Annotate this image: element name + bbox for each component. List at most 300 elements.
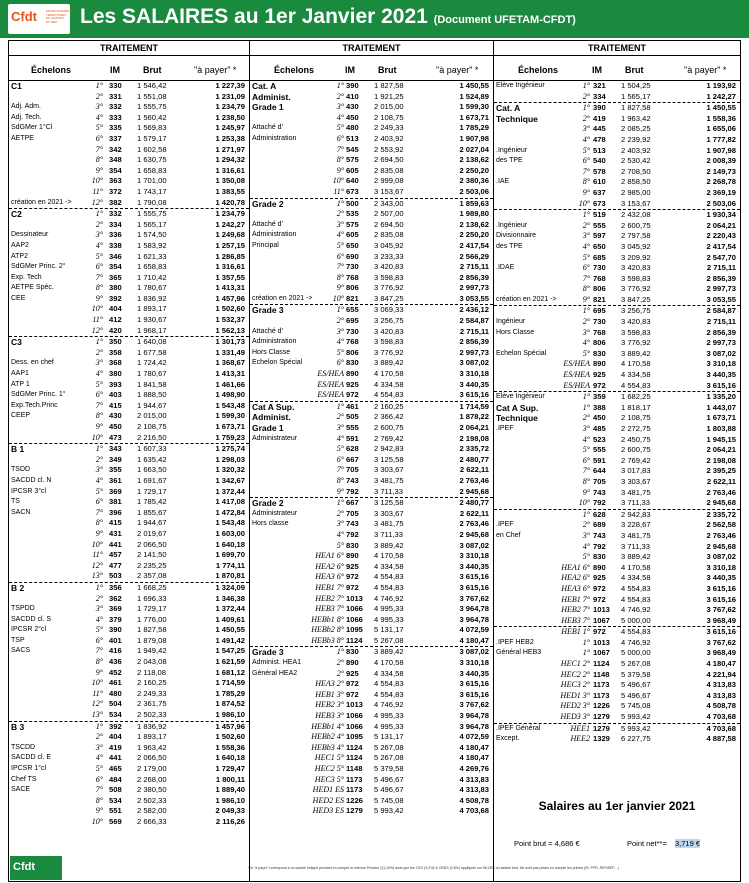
row-label: IPCSR 2°cl — [11, 626, 47, 634]
row-label: Attaché d' — [252, 220, 283, 228]
row-echelon: ES/HEA — [317, 390, 344, 400]
row-payer: 3 310,18 — [706, 562, 736, 572]
row-echelon: 10° — [91, 539, 103, 549]
row-im: 640 — [346, 176, 359, 186]
row-echelon: 1° — [95, 81, 103, 90]
row-brut: 1 574,50 — [137, 230, 167, 240]
row-echelon: 1° — [336, 647, 344, 657]
row-payer: 2 064,21 — [706, 445, 736, 455]
row-brut: 1 893,17 — [137, 732, 167, 742]
row-brut: 2 432,08 — [621, 210, 651, 220]
row-im: 792 — [593, 498, 606, 508]
table-column-2 — [250, 41, 494, 881]
row-echelon: 7° — [95, 144, 103, 154]
table-row — [250, 604, 493, 615]
row-echelon: 5° — [95, 764, 103, 773]
row-payer: 1 547,25 — [215, 646, 245, 656]
row-echelon: 3° — [336, 219, 344, 229]
row-im: 381 — [109, 497, 122, 507]
row-im: 1013 — [346, 593, 363, 603]
row-brut: 2 985,00 — [621, 187, 651, 197]
row-label: Adj. Adm. — [11, 103, 41, 111]
table-row — [9, 380, 249, 391]
row-im: 415 — [109, 400, 122, 410]
table-row — [250, 753, 493, 764]
row-echelon: 7° — [336, 465, 344, 475]
table-row — [9, 817, 249, 828]
row-brut: 5 267,08 — [621, 659, 651, 669]
table-row — [494, 466, 740, 477]
table-column-1 — [9, 41, 250, 881]
row-payer: 1 874,52 — [215, 699, 245, 709]
table-row — [9, 134, 249, 145]
row-im: 1124 — [346, 635, 363, 645]
row-echelon: 12° — [91, 699, 103, 709]
row-brut: 1 551,08 — [137, 91, 167, 101]
row-payer: 1 491,42 — [215, 635, 245, 645]
row-echelon: 2° — [95, 219, 103, 229]
row-payer: 1 532,37 — [215, 315, 245, 325]
row-payer: 1 413,31 — [215, 283, 245, 293]
row-payer: 1 372,44 — [215, 486, 245, 496]
row-brut: 2 530,42 — [621, 156, 651, 166]
row-echelon: 6° — [95, 262, 103, 272]
row-brut: 1 635,42 — [137, 454, 167, 464]
row-label: Echelon Spécial — [252, 359, 303, 367]
table-row — [250, 498, 493, 509]
row-echelon: 1° — [582, 637, 590, 647]
cfdt-logo — [8, 4, 73, 34]
row-brut: 1 682,25 — [621, 392, 651, 402]
row-brut: 2 235,25 — [137, 560, 167, 570]
header-brut: Brut — [143, 65, 162, 75]
row-payer: 1 889,40 — [215, 785, 245, 795]
table-row — [250, 572, 493, 583]
table-row — [9, 561, 249, 572]
row-brut: 4 334,58 — [374, 379, 404, 389]
row-im: 388 — [593, 402, 606, 412]
row-payer: 2 763,46 — [706, 487, 736, 497]
table-row — [9, 80, 249, 92]
row-echelon: 3° — [582, 424, 590, 433]
row-payer: 2 715,11 — [459, 326, 489, 336]
table-row — [9, 241, 249, 252]
row-payer: 1 320,32 — [215, 465, 245, 475]
row-payer: 3 615,16 — [706, 594, 736, 604]
row-im: 390 — [593, 103, 606, 113]
table-row — [9, 625, 249, 636]
row-echelon: ES/HEA — [563, 370, 590, 380]
row-brut: 1 701,00 — [137, 176, 167, 186]
table-row — [9, 487, 249, 498]
row-brut: 3 711,33 — [374, 529, 403, 539]
table-row — [9, 198, 249, 210]
row-im: 534 — [109, 710, 122, 720]
table-row — [9, 540, 249, 551]
row-echelon: 2° — [336, 316, 344, 326]
row-payer: 2 380,36 — [459, 176, 489, 186]
table-row — [250, 562, 493, 573]
row-payer: 3 087,02 — [706, 348, 736, 358]
row-brut: 3 069,33 — [374, 305, 404, 315]
row-brut: 4 746,92 — [374, 700, 404, 710]
row-brut: 2 502,33 — [137, 795, 167, 805]
row-echelon: 2° — [582, 317, 590, 327]
table-row — [9, 594, 249, 605]
row-echelon: 1° — [582, 210, 590, 220]
row-echelon: 2° — [336, 508, 344, 518]
row-echelon: 6° — [336, 454, 344, 464]
row-label: SACDD cl. N — [11, 476, 52, 484]
row-payer: 1 714,59 — [215, 678, 245, 688]
row-payer: 1 498,90 — [215, 390, 245, 400]
row-im: 1124 — [593, 659, 610, 669]
row-brut: 3 017,83 — [621, 466, 651, 476]
row-brut: 2 502,33 — [137, 710, 167, 720]
row-echelon: 6° — [95, 774, 103, 784]
row-im: 743 — [346, 475, 359, 485]
row-echelon: 2° — [582, 220, 590, 230]
row-im: 362 — [109, 593, 122, 603]
row-payer: 3 440,35 — [706, 573, 736, 583]
row-label: .IPEF HEB2 — [496, 638, 534, 646]
row-echelon: 3° — [95, 358, 103, 368]
row-brut: 3 125,58 — [374, 454, 404, 464]
row-label: Administration — [252, 338, 297, 346]
row-payer: 1 238,50 — [215, 112, 245, 122]
row-echelon: HEBb2 4° — [311, 732, 344, 742]
table-row — [494, 691, 740, 702]
row-label: .Ingénieur — [496, 146, 528, 154]
row-im: 972 — [593, 627, 606, 637]
row-brut: 2 553,92 — [374, 144, 404, 154]
table-row — [494, 477, 740, 488]
row-im: 350 — [109, 337, 122, 347]
row-label: Grade 3 — [252, 305, 284, 316]
row-brut: 2 999,08 — [374, 176, 404, 186]
row-im: 484 — [109, 774, 122, 784]
row-im: 673 — [593, 198, 606, 208]
row-label: TS — [11, 498, 20, 506]
row-echelon: 6° — [95, 635, 103, 645]
row-echelon: HED3 3° — [560, 712, 590, 722]
row-im: 332 — [109, 209, 122, 219]
row-payer: 4 508,78 — [459, 795, 489, 805]
row-payer: 2 997,73 — [706, 284, 736, 294]
row-im: 650 — [593, 241, 606, 251]
row-echelon: HEA1 6° — [561, 562, 590, 572]
row-brut: 3 420,83 — [374, 326, 404, 336]
table-row — [9, 722, 249, 733]
row-brut: 1 785,42 — [137, 497, 167, 507]
row-brut: 3 889,42 — [621, 348, 651, 358]
row-im: 420 — [109, 325, 122, 335]
row-echelon: 7° — [95, 400, 103, 410]
row-echelon: 4° — [95, 614, 103, 624]
row-brut: 1 579,17 — [137, 133, 167, 143]
table-row — [9, 166, 249, 177]
row-brut: 3 420,83 — [374, 262, 404, 272]
row-payer: 1 714,59 — [459, 401, 489, 411]
row-brut: 3 420,83 — [621, 317, 651, 327]
row-im: 768 — [346, 337, 359, 347]
table-row — [9, 337, 249, 348]
table-row — [494, 488, 740, 499]
row-payer: 1 986,10 — [215, 795, 245, 805]
row-im: 1066 — [346, 711, 363, 721]
row-payer: 3 087,02 — [459, 647, 489, 657]
table-row — [494, 188, 740, 199]
row-brut: 4 554,83 — [374, 572, 404, 582]
header-echelons: Échelons — [518, 65, 559, 75]
row-brut: 2 403,92 — [621, 145, 651, 155]
row-echelon: HED2 ES — [312, 795, 344, 805]
row-echelon: 4° — [336, 433, 344, 443]
row-payer: 3 767,62 — [459, 700, 489, 710]
row-payer: 2 049,33 — [215, 806, 245, 816]
row-im: 372 — [109, 186, 122, 196]
row-echelon: 2° — [95, 454, 103, 464]
table-row — [494, 605, 740, 616]
row-echelon: 3° — [95, 604, 103, 614]
row-echelon: 11° — [92, 550, 103, 560]
row-echelon: 12° — [91, 197, 103, 207]
table-row — [9, 294, 249, 305]
row-echelon: 1° — [336, 198, 344, 208]
table-row — [9, 508, 249, 519]
row-echelon: 11° — [333, 186, 344, 196]
table-row — [9, 668, 249, 679]
row-im: 338 — [109, 240, 122, 250]
row-brut: 3 228,67 — [621, 520, 651, 530]
row-echelon: 4° — [95, 112, 103, 122]
table-row — [250, 476, 493, 487]
row-label: ATP 1 — [11, 380, 30, 388]
table-row — [494, 648, 740, 659]
row-payer: 1 335,20 — [706, 392, 736, 402]
row-label: TSP — [11, 636, 25, 644]
row-echelon: 9° — [95, 293, 103, 303]
row-payer: 3 087,02 — [459, 358, 489, 368]
row-payer: 3 615,16 — [459, 582, 489, 592]
row-brut: 1 968,17 — [137, 325, 167, 335]
table-row — [250, 658, 493, 669]
row-brut: 2 507,00 — [374, 209, 404, 219]
table-row — [9, 636, 249, 647]
row-payer: 2 198,08 — [459, 433, 489, 443]
row-label: B 3 — [11, 721, 25, 732]
row-im: 450 — [109, 422, 122, 431]
table-row — [9, 390, 249, 401]
row-payer: 3 615,16 — [706, 627, 736, 637]
header-im: IM — [345, 65, 355, 75]
row-im: 452 — [109, 667, 122, 677]
table-row — [494, 167, 740, 178]
table-row — [494, 328, 740, 339]
row-brut: 1 944,67 — [137, 400, 167, 410]
table-row — [494, 242, 740, 253]
row-echelon: 9° — [95, 528, 103, 538]
row-payer: 1 803,88 — [706, 424, 736, 433]
row-echelon: 13° — [91, 571, 103, 581]
row-echelon: 4° — [336, 230, 344, 240]
table-row — [250, 615, 493, 626]
table-row — [9, 123, 249, 134]
row-payer: 1 457,96 — [215, 293, 245, 303]
row-im: 768 — [346, 272, 359, 282]
row-echelon: 3° — [582, 231, 590, 241]
row-echelon: 9° — [336, 486, 344, 496]
row-payer: 1 603,00 — [215, 528, 245, 538]
row-echelon: 3° — [95, 230, 103, 240]
logo-text: Cfdt — [11, 9, 37, 24]
row-im: 1226 — [346, 795, 363, 805]
row-im: 1066 — [346, 604, 363, 614]
row-brut: 2 160,25 — [137, 678, 167, 688]
row-payer: 1 443,07 — [706, 402, 736, 412]
row-echelon: HEA1 6° — [315, 551, 344, 561]
row-im: 335 — [109, 123, 122, 133]
row-label: Administration — [252, 231, 297, 239]
row-brut: 3 776,92 — [621, 284, 651, 294]
row-im: 504 — [109, 699, 122, 709]
table-row — [250, 412, 493, 423]
table-row — [494, 445, 740, 456]
row-label: SACN — [11, 508, 31, 516]
row-payer: 2 395,25 — [706, 466, 736, 476]
row-echelon: 1° — [582, 103, 590, 113]
column-subheaders — [494, 56, 740, 76]
table-row — [9, 615, 249, 626]
row-echelon: 10° — [578, 198, 590, 208]
row-im: 465 — [109, 764, 122, 773]
row-payer: 4 313,83 — [706, 680, 736, 690]
row-echelon: 2° — [95, 91, 103, 101]
row-payer: 2 856,39 — [706, 273, 736, 283]
row-im: 355 — [109, 465, 122, 475]
row-echelon: 1° — [95, 721, 103, 731]
table-row — [494, 595, 740, 606]
row-echelon: 2° — [582, 413, 590, 423]
table-row — [9, 529, 249, 540]
row-payer: 1 759,23 — [215, 432, 245, 442]
point-net-label: Point net**= — [627, 839, 667, 848]
row-im: 358 — [109, 347, 122, 357]
row-echelon: 1° — [95, 337, 103, 347]
row-echelon: 5° — [336, 444, 344, 454]
row-brut: 5 496,67 — [621, 690, 651, 700]
row-im: 925 — [346, 668, 359, 678]
table-row — [494, 498, 740, 510]
row-im: 534 — [109, 795, 122, 805]
row-payer: 2 547,70 — [706, 252, 736, 262]
table-row — [250, 283, 493, 294]
row-im: 610 — [593, 177, 606, 187]
row-payer: 1 457,96 — [215, 721, 245, 731]
table-row — [494, 392, 740, 403]
row-brut: 2 015,00 — [374, 102, 404, 112]
row-label: IPCSR 1°cl — [11, 765, 47, 772]
row-im: 685 — [593, 252, 606, 262]
table-row — [250, 806, 493, 817]
row-payer: 1 331,49 — [215, 347, 245, 357]
table-row — [494, 124, 740, 135]
row-brut: 2 366,42 — [374, 412, 404, 422]
row-im: 333 — [109, 112, 122, 122]
row-brut: 4 746,92 — [621, 605, 651, 615]
column-header-traitement: TRAITEMENT — [9, 43, 249, 56]
row-im: 416 — [109, 646, 122, 656]
row-im: 830 — [593, 552, 606, 562]
row-im: 380 — [109, 369, 122, 379]
row-payer: 3 310,18 — [459, 658, 489, 668]
row-echelon: 1° — [582, 648, 590, 658]
row-brut: 3 481,75 — [621, 530, 651, 540]
row-label: SdGMer 1°Cl — [11, 124, 53, 132]
row-echelon: 1° — [95, 209, 103, 219]
row-echelon: 10° — [332, 293, 344, 303]
row-label: Grade 2 — [252, 198, 284, 209]
row-echelon: 4° — [336, 529, 344, 539]
table-row — [250, 519, 493, 530]
header-payer: "à payer" * — [684, 65, 727, 75]
row-im: 334 — [109, 219, 122, 229]
row-brut: 1 663,50 — [137, 465, 167, 475]
row-im: 431 — [109, 528, 122, 538]
row-brut: 2 835,08 — [374, 165, 404, 175]
row-im: 354 — [109, 165, 122, 175]
row-echelon: 1° — [336, 401, 344, 411]
row-payer: 1 681,12 — [215, 667, 245, 677]
row-label: SACE — [11, 786, 31, 794]
table-row — [250, 465, 493, 476]
table-row — [250, 647, 493, 658]
row-brut: 2 272,75 — [621, 424, 651, 433]
row-brut: 2 694,50 — [374, 219, 404, 229]
row-echelon: 5° — [95, 625, 103, 635]
row-echelon: 8° — [95, 283, 103, 293]
row-brut: 2 216,50 — [137, 432, 167, 442]
row-payer: 1 294,32 — [215, 155, 245, 165]
table-row — [250, 722, 493, 733]
row-echelon: HEC2 2° — [560, 669, 590, 679]
row-im: 419 — [109, 742, 122, 752]
row-brut: 2 239,92 — [621, 134, 651, 144]
row-brut: 2 450,75 — [621, 434, 651, 444]
table-row — [250, 796, 493, 807]
row-im: 396 — [109, 507, 122, 517]
row-payer: 1 599,30 — [459, 102, 489, 112]
row-im: 925 — [593, 370, 606, 380]
row-echelon: 3° — [336, 423, 344, 432]
row-payer: 1 461,66 — [215, 379, 245, 389]
table-row — [9, 145, 249, 156]
row-echelon: 8° — [336, 155, 344, 165]
table-row — [9, 220, 249, 231]
row-im: 513 — [593, 145, 606, 155]
row-echelon: 5° — [582, 252, 590, 262]
row-echelon: 5° — [95, 486, 103, 496]
row-brut: 1 668,25 — [137, 582, 167, 592]
row-echelon: HEC1 5° — [314, 753, 344, 763]
row-label: AAP1 — [11, 370, 29, 378]
row-brut: 4 554,83 — [621, 583, 651, 593]
table-row — [250, 775, 493, 786]
row-label: SACDD cl. S — [11, 615, 52, 623]
row-im: 410 — [346, 91, 359, 101]
row-echelon: 11° — [92, 315, 103, 325]
header-echelons: Échelons — [274, 65, 315, 75]
